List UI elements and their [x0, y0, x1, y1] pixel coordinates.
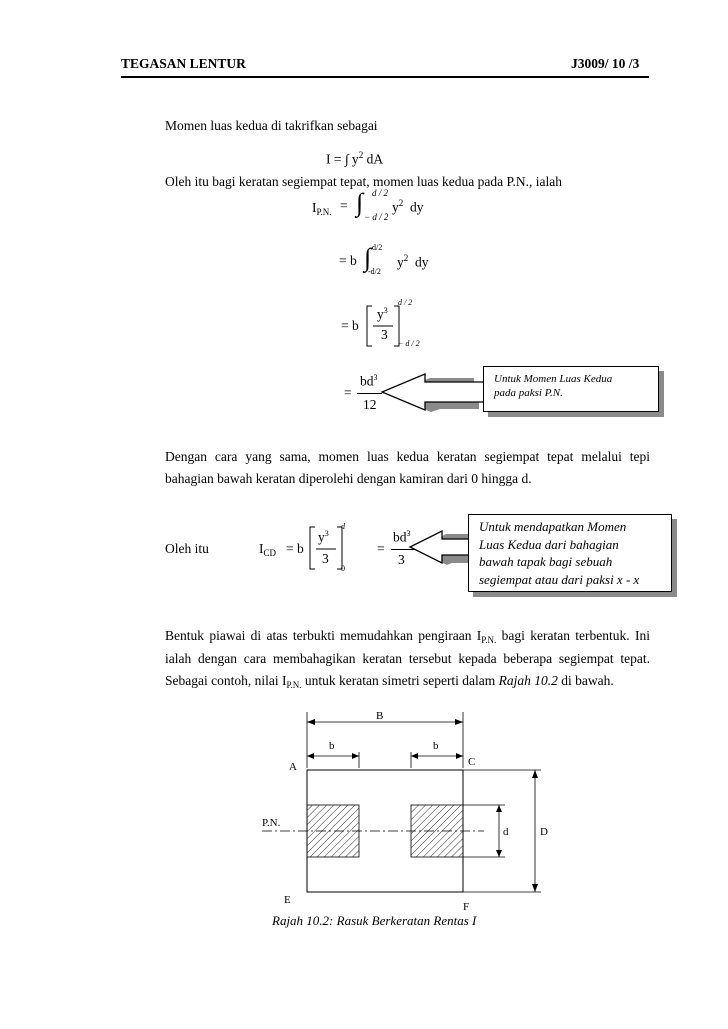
label-PN: P.N. — [262, 817, 281, 829]
eq2-exp: 2 — [398, 198, 404, 208]
eq6-equals-b: = b — [286, 541, 304, 556]
para3-sub2: P.N. — [286, 680, 302, 690]
eq2-subscript: P.N. — [316, 207, 332, 217]
eq2-lhs — [312, 200, 332, 216]
label-b-left: b — [329, 740, 335, 752]
label-E: E — [284, 894, 291, 906]
eq3-y: y — [397, 254, 404, 270]
eq6-subscript: CD — [263, 548, 277, 558]
eq4-exp: 3 — [383, 306, 388, 315]
paragraph-base-moment: Dengan cara yang sama, momen luas kedua keratan segiempat tepat melalui tepi bahagian bawah keratan diperolehi dengan kamiran dari 0 hingga d. — [165, 449, 650, 486]
callout2-line4: segiempat atau dari paksi x - x — [479, 571, 640, 587]
paragraph-pn: Oleh itu bagi keratan segiempat tepat, momen luas kedua pada P.N., ialah — [165, 174, 563, 189]
eq4-lower-limit: − d / 2 — [398, 339, 420, 348]
eq5-numerator — [360, 373, 378, 390]
paragraph-standard-form — [165, 625, 650, 693]
eq4-denominator: 3 — [381, 327, 388, 342]
label-A: A — [289, 761, 297, 773]
callout2-line1: Untuk mendapatkan Momen — [479, 519, 627, 534]
eq2-integrand — [392, 198, 424, 216]
intro-text: Momen luas kedua di takrifkan sebagai — [165, 118, 378, 133]
eq5-bd: bd — [360, 373, 374, 389]
eq2-lower-limit: − d / 2 — [364, 212, 389, 222]
eq4-numerator — [377, 306, 388, 323]
eq3-lower-limit: -d/2 — [368, 267, 381, 276]
eq1-lhs: I = ∫ y — [326, 151, 359, 167]
eq5-fraction-line — [357, 393, 382, 394]
eq6-denominator: 3 — [322, 551, 329, 566]
eq6-result-exp: 3 — [406, 529, 411, 538]
eq3-upper-limit: d/2 — [372, 243, 383, 252]
eq3-dy: dy — [415, 254, 429, 270]
eq1-rhs: dA — [363, 151, 384, 167]
eq6-exp: 3 — [324, 529, 329, 538]
figure-i-beam-section — [0, 700, 728, 960]
para3-text2: bagi keratan terbentuk. Ini ialah dengan cara membahagikan keratan tersebut kepada beberapa segiempat tepat. Sebagai contoh, nilai I — [165, 628, 650, 688]
eq3-equals: = b — [339, 253, 357, 268]
callout-base-axis — [468, 514, 672, 592]
callout-pn-axis — [483, 366, 659, 412]
header-title: TEGASAN LENTUR — [121, 56, 246, 71]
callout1-line1: Untuk Momen Luas Kedua — [494, 373, 613, 385]
eq6-y: y — [318, 529, 325, 545]
eq6-I: I — [259, 541, 264, 556]
eq1-exponent: 2 — [358, 150, 364, 160]
header-rule — [121, 76, 649, 78]
eq6-result-denominator: 3 — [398, 552, 405, 567]
label-F: F — [463, 901, 470, 913]
eq2-equals: = — [340, 198, 348, 213]
eq5-equals: = — [344, 385, 352, 400]
eq2-I: I — [312, 200, 317, 215]
eq4-y: y — [377, 306, 384, 322]
para3-text1: Bentuk piawai di atas terbukti memudahkan pengiraan I — [165, 628, 482, 643]
callout2-line2: Luas Kedua dari bahagian — [479, 536, 619, 552]
eq4-equals: = b — [341, 318, 359, 333]
header-page-code: J3009/ 10 /3 — [571, 56, 640, 71]
eq6-numerator — [318, 529, 329, 546]
para3-text3: untuk keratan simetri seperti dalam — [301, 673, 499, 688]
figure-reference: Rajah 10.2 — [498, 673, 558, 688]
callout1-line2: pada paksi P.N. — [494, 387, 563, 399]
eq6-label: Oleh itu — [165, 541, 209, 556]
equation-definition — [326, 150, 383, 168]
figure-caption: Rajah 10.2: Rasuk Berkeratan Rentas I — [272, 913, 477, 928]
para3-sub1: P.N. — [481, 635, 497, 645]
eq2-y: y — [392, 199, 399, 215]
callout2-line3: bawah tapak bagi sebuah — [479, 554, 613, 569]
eq6-lower-limit: 0 — [341, 564, 345, 573]
left-arrow-icon — [380, 372, 495, 414]
eq4-upper-limit: d / 2 — [398, 298, 413, 307]
eq6-bd: bd — [393, 529, 407, 545]
label-D: D — [540, 826, 548, 838]
eq3-exp: 2 — [403, 253, 409, 263]
label-C: C — [468, 756, 476, 768]
eq5-exp: 3 — [373, 373, 378, 382]
eq2-dy: dy — [410, 199, 424, 215]
eq2-upper-limit: d / 2 — [372, 188, 389, 198]
label-B: B — [376, 710, 384, 722]
eq3-integrand — [397, 253, 429, 271]
eq6-equals2: = — [377, 541, 385, 556]
label-b-right: b — [433, 740, 439, 752]
eq5-denominator: 12 — [363, 397, 377, 412]
eq3-integral-sign: ∫ — [364, 243, 372, 272]
eq6-lhs — [259, 541, 276, 557]
label-d: d — [503, 826, 509, 838]
eq6-upper-limit: d — [341, 522, 345, 531]
para3-text4: di bawah. — [557, 673, 614, 688]
eq2-integral-sign: ∫ — [356, 188, 364, 217]
